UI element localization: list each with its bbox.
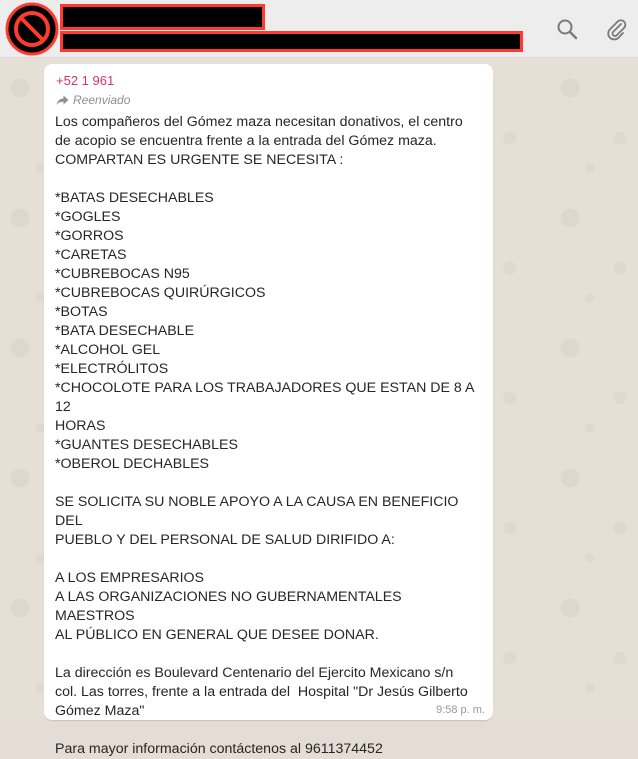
message-timestamp: 9:58 p. m. [436,704,485,716]
forwarded-indicator [56,93,130,107]
message-text: Los compañeros del Gómez maza necesitan donativos, el centro de acopio se encuentra frente a la entrada del Gómez maza. COMPARTAN ES URGENTE SE NECESITA : *BATAS DESECHABLES *GOGLES *GORROS *CARETAS *CUBREBOCAS N95 *CUBREBOCAS QUIRÚRGICOS *BOTAS *BATA DESECHABLE *ALCOHOL GEL *ELECTRÓLITOS *CHOCOLOTE PARA LOS TRABAJADORES QUE ESTAN DE 8 A 12 HORAS *GUANTES DESECHABLES *OBEROL DECHABLES SE SOLICITA SU NOBLE APOYO A LA CAUSA EN BENEFICIO DEL PUEBLO Y DEL PERSONAL DE SALUD DIRIFIDO A: A LOS EMPRESARIOS A LAS ORGANIZACIONES NO GUBERNAMENTALES MAESTROS AL PÚBLICO EN GENERAL QUE DESEE DONAR. La dirección es Boulevard Centenario del Ejercito Mexicano s/n col. Las torres, frente a la entrada del Hospital "Dr Jesús Gilberto Gómez Maza" Para mayor información contáctenos al 9611374452 [55,114,474,757]
message-bubble[interactable] [44,64,493,757]
search-icon[interactable] [555,17,579,41]
forwarded-label: Reenviado [73,93,131,107]
blocked-avatar-icon [5,2,59,56]
contact-avatar[interactable] [5,2,59,56]
contact-status-redacted [60,31,523,52]
message-sender[interactable]: +52 1 961 [56,73,115,88]
forward-arrow-icon [56,95,69,106]
contact-name-redacted[interactable] [60,4,265,30]
paperclip-icon[interactable] [604,17,628,41]
chat-header [0,0,638,58]
